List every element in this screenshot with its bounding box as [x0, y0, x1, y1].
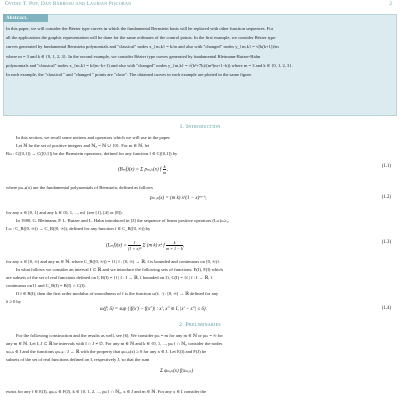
equation-expression: ω(f; δ) = sup {|f(x') − f(x'')| : x', x'' ∈ I, |x' − x''| ≤ δ}. — [100, 307, 208, 312]
equation-number: (1.1) — [381, 164, 391, 169]
section-1-paragraph: If f ∈ B(I), then the first order modulus of smoothness of f is the function ω(f; ·) : [0, ∞) → ℝ defined for any — [16, 291, 219, 296]
section-1-heading: 1. Introduction — [179, 124, 221, 130]
equation-expression: (Lₘf)(x) = $\frac{1}{\text{(1 + x)ᵐ}}$ Σ (m k) xᵏ f $\frac{k}{m + 1 - k}$ , — [106, 240, 185, 251]
abstract-line: In this paper, we will consider the Bézier type curves in which the fundamental Bernstein basis will be replaced with other function sequences. For — [6, 26, 274, 31]
section-1-paragraph: In 1980, G. Bleimann, P. L. Butzer and L. Hahn introduced in [3] the sequence of linear positive operators (Lₘ)ₘ≥₁, — [16, 218, 230, 223]
section-1-paragraph: where pₘ,ₖ(x) are the fundamental polynomials of Bernstein, defined as follows — [6, 185, 153, 190]
running-header-authors: Ovidiu T. Pop, Dan Bărbosu and Laurian Pișcoran — [5, 1, 132, 7]
section-1-paragraph: for any x ∈ [0, 1] and any k ∈ {0, 1, ..., m} (see [1], [4] or [8]). — [6, 210, 123, 215]
equation-1-2 — [0, 191, 400, 209]
section-1-paragraph: Lₘ : C_B([0, ∞)) → C_B([0, ∞)), defined for any function f ∈ C_B([0, ∞)) by — [6, 226, 151, 231]
abstract-label: Abstract. — [3, 14, 48, 22]
equation-number: (1.3) — [381, 240, 391, 245]
section-1-paragraph: continuous on I} and C_B(I) = B(I) ∩ C(I). — [6, 283, 86, 288]
section-2-paragraph: xₘ,ₖ ∈ I and the functions φₘ,ₖ : J → ℝ with the property that φₘ,ₖ(x) ≥ 0 for any x ∈ J. Let E(I) and F(J) be — [6, 349, 207, 354]
abstract-line: all the applications the graphic representation will be done for the same ordinates of the control points. In the first example, we consider Bézier type — [6, 35, 276, 41]
equation-1-4 — [0, 302, 400, 320]
page-number: 2 — [389, 1, 392, 7]
equation-lhs: (Lₘf)(x) = — [106, 243, 127, 249]
equation-expression: (Bₘf)(x) = Σ pₘ,ₖ(x) f $\frac{k}{m}$ , — [118, 164, 168, 175]
section-1-paragraph: Bₘ : C([0,1]) → C([0,1]) be the Bernstein operators, defined for any function f ∈ C([0,1]) by — [6, 151, 178, 156]
equation-number: (1.4) — [381, 306, 391, 311]
abstract-line: curves generated by fundamental Bernstein polynomials and "classical" nodes x_{m,k} = k/m and also with "changed" nodes y_{m,k} = √(k(k+1))/m — [6, 44, 279, 50]
abstract-line: where m = 3 and k ∈ {0, 1, 2, 3}. In the second example, we consider Bézier type curves generated by fundamental Bleimann-Butzer-Hahn — [6, 53, 261, 59]
section-1-paragraph: δ ≥ 0 by — [6, 299, 22, 304]
section-2-paragraph: subsets of the set of real functions defined on I, respectively J, so that the sum — [6, 357, 150, 362]
equation-1-3 — [0, 236, 400, 254]
section-2-paragraph: exists for any f ∈ E(I), φₘ,ₖ ∈ F(J), k ∈ {0, 1, 2, ..., pₘ} ∩ ℕ₀, x ∈ J and m ∈ ℕ. For any x ∈ I consider the — [6, 389, 207, 394]
section-1-paragraph: In what follows we consider an interval I ⊂ ℝ and we introduce the following sets of functions: E(I), F(I) which — [16, 267, 223, 272]
section-1-paragraph: are subsets of the set of real functions defined on I, B(I) = {f | f : I → ℝ, f bounded on I}, C(I) = {f | f : I → ℝ, f — [6, 275, 213, 280]
section-1-paragraph: for any x ∈ [0, ∞) and any m ∈ ℕ, where C_B([0, ∞)) = {f | f : [0, ∞) → ℝ, f is bounded and continuous on [0, ∞)}. — [6, 259, 221, 264]
fraction: $\frac{1}{\text{(1 + x)ᵐ}}$ — [128, 240, 142, 251]
equation-1-1 — [0, 160, 400, 178]
equation-rhs: Σ (m k) xᵏ f — [142, 243, 165, 249]
section-1-paragraph: In this section, we recall some notions and operators which we will use in the paper. — [16, 135, 171, 140]
fraction: $\frac{k}{m}$ — [162, 164, 167, 175]
equation-expression: Σ φₘ,ₖ(x) f(xₘ,ₖ) — [160, 369, 194, 374]
section-2-paragraph: any m ∈ ℕ. Let I, J ⊂ ℝ be intervals with I ∩ J ≠ ∅. For any m ∈ ℕ and k ∈ {0, 1, ..., pₘ} ∩ ℕ₀ consider the nodes — [6, 341, 223, 346]
equation-lhs: (Bₘf)(x) = Σ pₘ,ₖ(x) f — [118, 167, 162, 173]
fraction: $\frac{k}{m + 1 - k}$ — [166, 240, 183, 251]
equation-expression: pₘ,ₖ(x) = (m k) xᵏ(1 − x)ᵐ⁻ᵏ, — [150, 196, 207, 201]
abstract-text — [6, 24, 392, 79]
abstract-line: polynomials and "classical" nodes x_{m,k} = k/(m−k+1) and also with "changed" nodes y_{m,k} = √(k²+7k)/(m²(m+1−k)) where m = 3 and k ∈ {0, 1, 2, 3}. — [6, 62, 293, 68]
equation-number: (1.2) — [381, 195, 391, 200]
section-2-heading: 2. Preliminaries — [179, 322, 221, 328]
section-1-paragraph: Let ℕ be the set of positive integers and ℕ₀ = ℕ ∪ {0}. For m ∈ ℕ, let — [16, 143, 150, 148]
section-2-paragraph: For the following construction and the results as well, see [6]. We consider pₘ = m for any m ∈ ℕ or pₘ = ∞ for — [16, 333, 223, 338]
equation-2-sum — [0, 364, 400, 382]
abstract-line: In each example, the "classical " and "changed " points are "close". The obtained curves in each example are plotted in the same figure. — [6, 72, 253, 78]
